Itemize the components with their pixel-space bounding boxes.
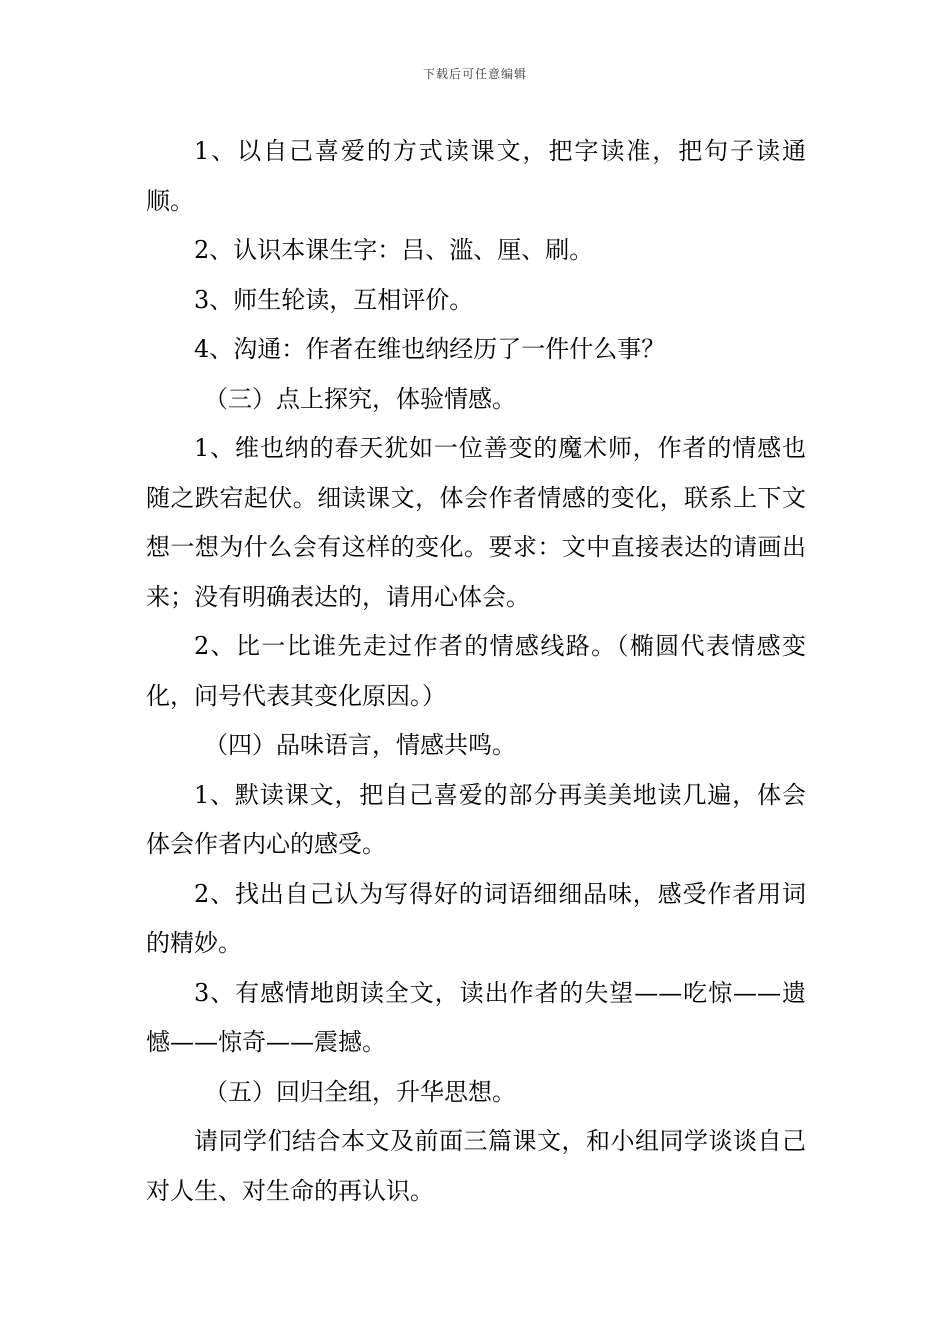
paragraph-word-appreciation: 2、找出自己认为写得好的词语细细品味，感受作者用词的精妙。: [146, 879, 806, 957]
paragraph-communicate: 4、沟通：作者在维也纳经历了一件什么事？: [194, 335, 666, 363]
paragraph-group-discussion: 请同学们结合本文及前面三篇课文，和小组同学谈谈自己对人生、对生命的再认识。: [146, 1127, 806, 1205]
section-heading-five: （五）回归全组，升华思想。: [204, 1077, 516, 1106]
paragraph-emotion-route: 2、比一比谁先走过作者的情感线路。（椭圆代表情感变化，问号代表其变化原因。）: [146, 632, 806, 710]
page-header-note: 下载后可任意编辑: [422, 67, 527, 81]
paragraph-silent-reading: 1、默读课文，把自己喜爱的部分再美美地读几遍，体会体会作者内心的感受。: [146, 780, 806, 858]
section-heading-four: （四）品味语言，情感共鸣。: [204, 731, 516, 759]
paragraph-vienna-spring: 1、维也纳的春天犹如一位善变的魔术师，作者的情感也随之跌宕起伏。细读课文，体会作者情感的变化，联系上下文想一想为什么会有这样的变化。要求：文中直接表达的请画出来；没有明确表达的，请用心体会。: [146, 434, 806, 611]
paragraph-rotating-reading: 3、师生轮读，互相评价。: [194, 285, 474, 314]
section-heading-three: （三）点上探究，体验情感。: [204, 384, 516, 413]
paragraph-new-characters: 2、认识本课生字：吕、滥、厘、刷。: [194, 236, 594, 264]
paragraph-emotional-reading: 3、有感情地朗读全文，读出作者的失望——吃惊——遗憾——惊奇——震撼。: [146, 978, 806, 1056]
paragraph-read-aloud: 1、以自己喜爱的方式读课文，把字读准，把句子读通顺。: [146, 137, 806, 215]
document-body: [146, 127, 806, 1216]
